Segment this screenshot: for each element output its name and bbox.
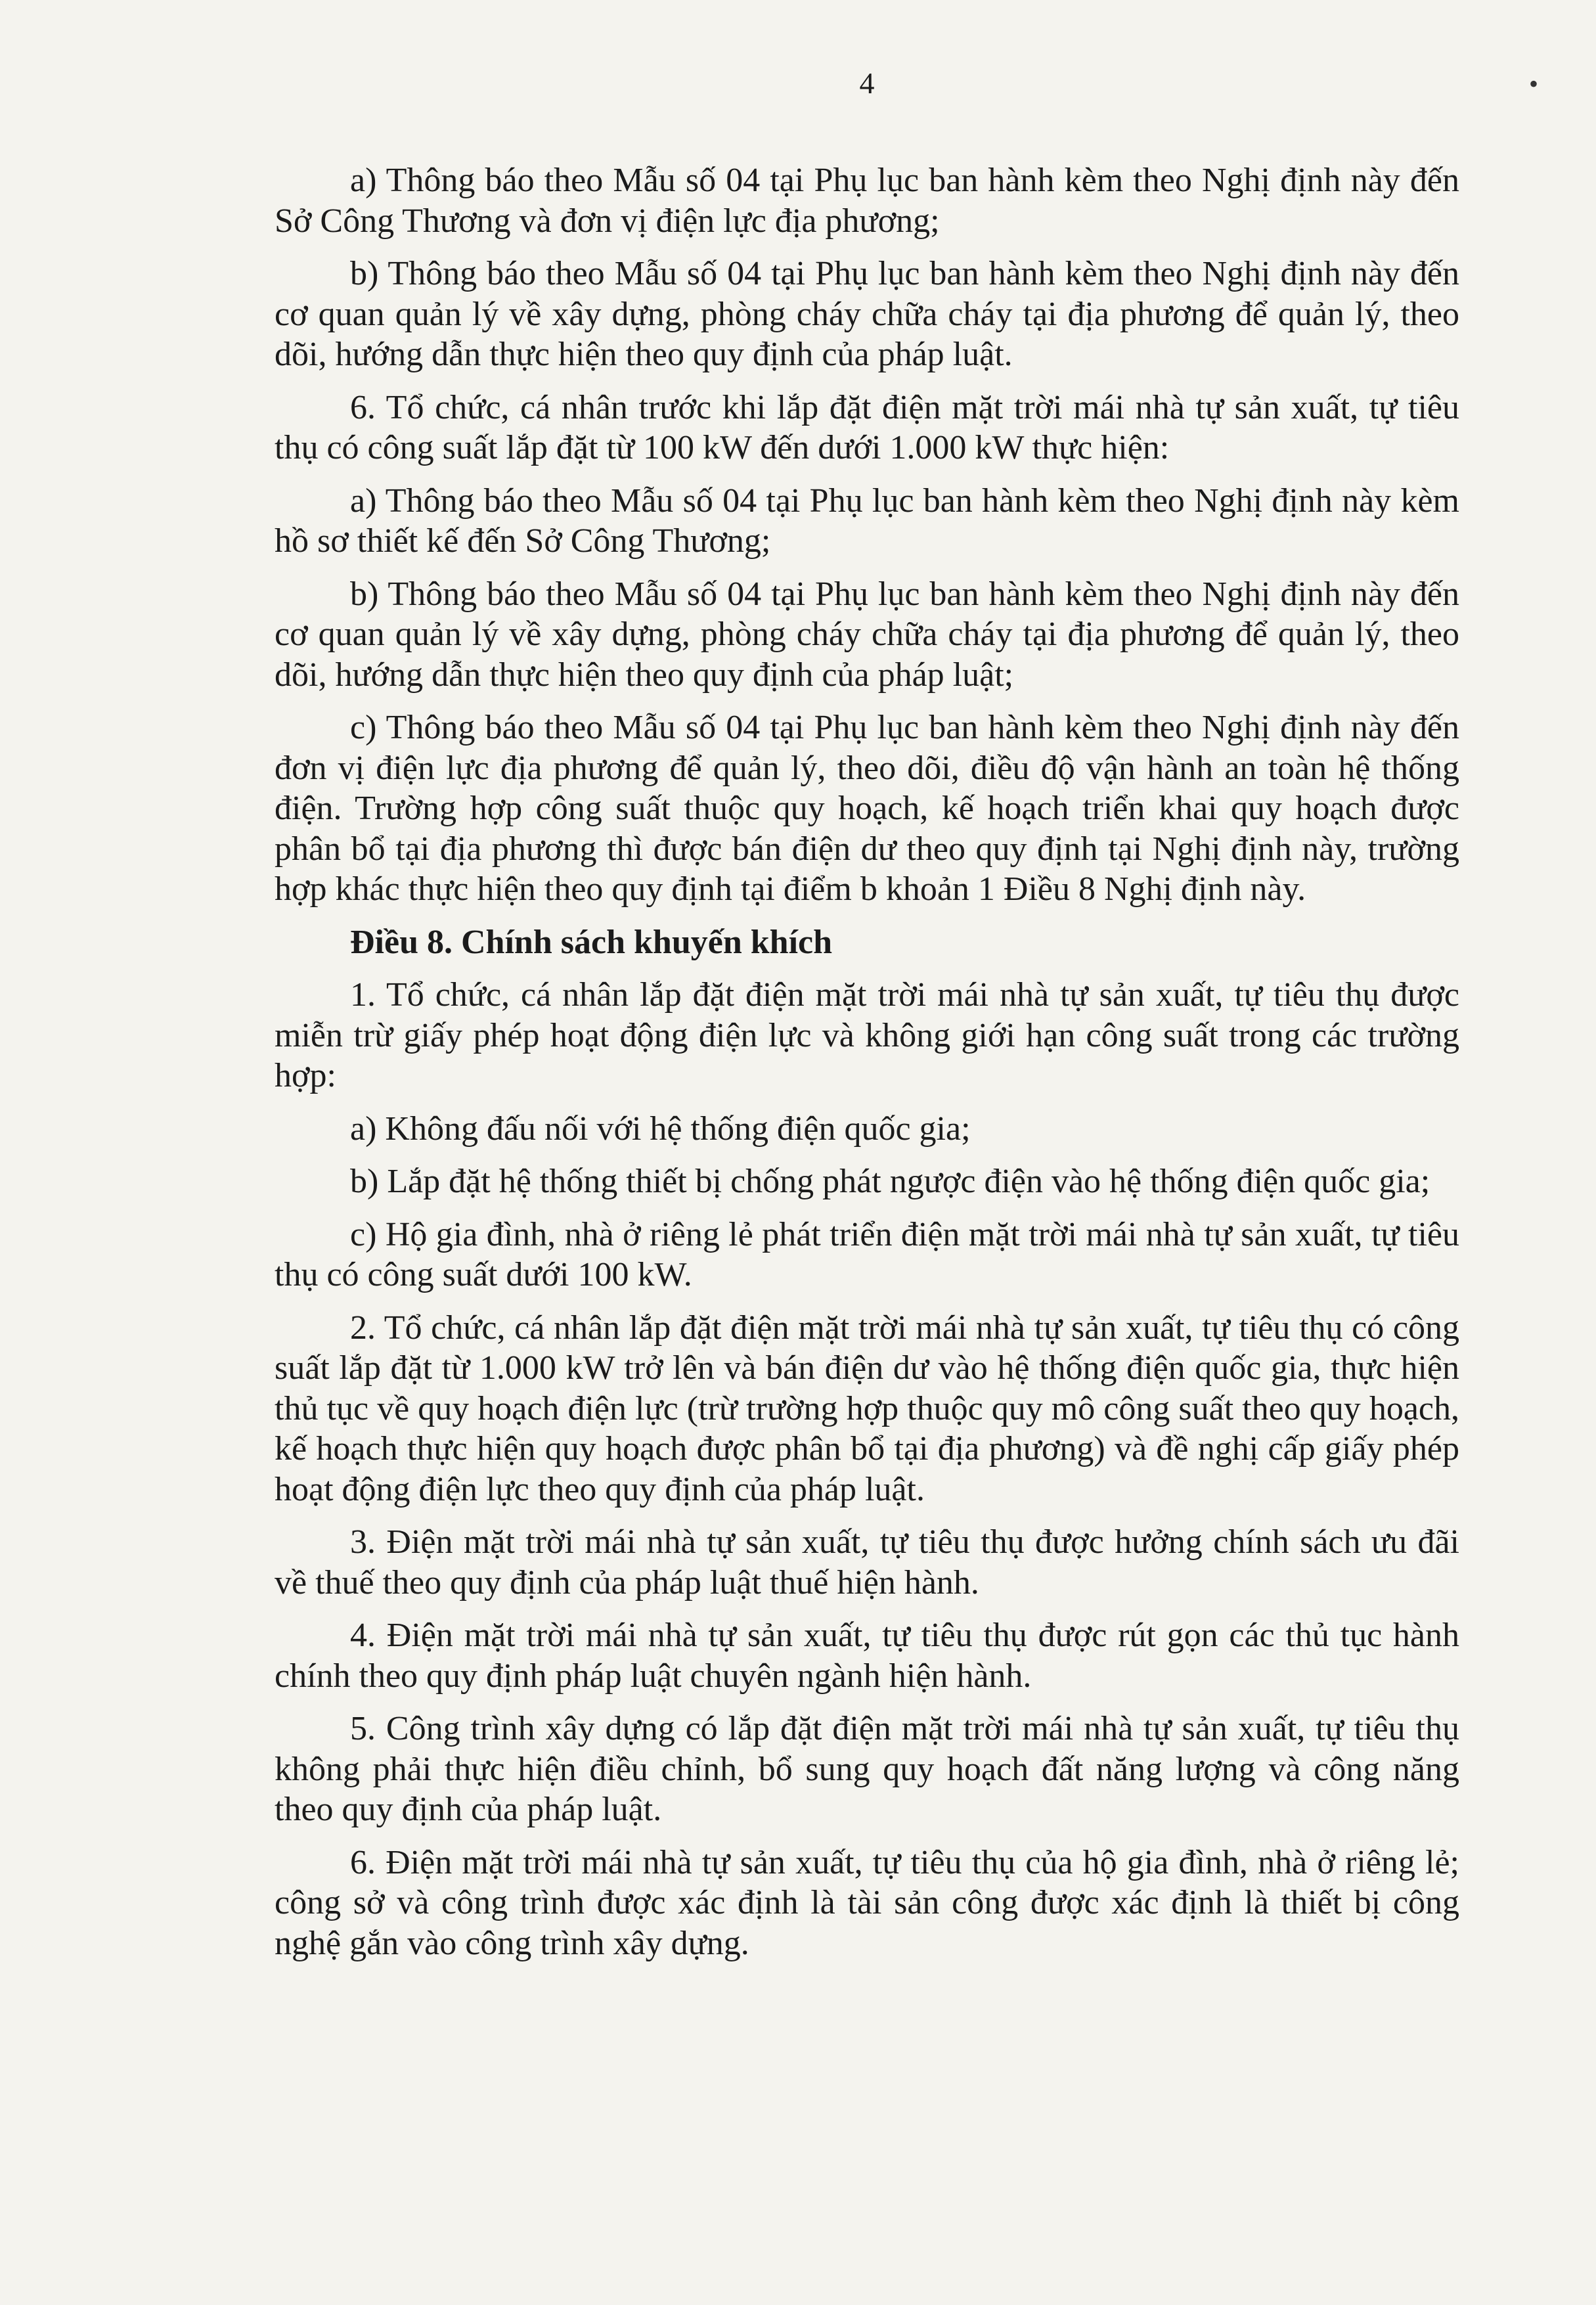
body-paragraph: a) Không đấu nối với hệ thống điện quốc gia; bbox=[350, 1109, 971, 1148]
scan-dot-mark: • bbox=[1529, 69, 1539, 99]
body-paragraph: b) Thông báo theo Mẫu số 04 tại Phụ lục ban hành kèm theo Nghị định này đến cơ quan quản lý về xây dựng, phòng cháy chữa cháy tại địa phương để quản lý, theo dõi, hướng dẫn thực hiện theo quy định của pháp luật; bbox=[275, 575, 1459, 694]
body-paragraph: 2. Tổ chức, cá nhân lắp đặt điện mặt trời mái nhà tự sản xuất, tự tiêu thụ có công suất lắp đặt từ 1.000 kW trở lên và bán điện dư vào hệ thống điện quốc gia, thực hiện thủ tục về quy hoạch điện lực (trừ trường hợp thuộc quy mô công suất theo quy hoạch, kế hoạch thực hiện quy hoạch được phân bổ tại địa phương) và đề nghị cấp giấy phép hoạt động điện lực theo quy định của pháp luật. bbox=[275, 1309, 1459, 1508]
body-paragraph: 4. Điện mặt trời mái nhà tự sản xuất, tự tiêu thụ được rút gọn các thủ tục hành chính theo quy định pháp luật chuyên ngành hiện hành. bbox=[275, 1617, 1459, 1695]
body-paragraph: 6. Tổ chức, cá nhân trước khi lắp đặt điện mặt trời mái nhà tự sản xuất, tự tiêu thụ có công suất lắp đặt từ 100 kW đến dưới 1.000 kW thực hiện: bbox=[275, 388, 1459, 466]
body-paragraph: c) Hộ gia đình, nhà ở riêng lẻ phát triển điện mặt trời mái nhà tự sản xuất, tự tiêu thụ có công suất dưới 100 kW. bbox=[275, 1215, 1459, 1293]
body-paragraph: b) Lắp đặt hệ thống thiết bị chống phát ngược điện vào hệ thống điện quốc gia; bbox=[350, 1163, 1430, 1200]
body-paragraph: 5. Công trình xây dựng có lắp đặt điện mặt trời mái nhà tự sản xuất, tự tiêu thụ không phải thực hiện điều chỉnh, bổ sung quy hoạch đất năng lượng và công năng theo quy định của pháp luật. bbox=[275, 1710, 1459, 1828]
body-paragraph: b) Thông báo theo Mẫu số 04 tại Phụ lục ban hành kèm theo Nghị định này đến cơ quan quản lý về xây dựng, phòng cháy chữa cháy tại địa phương để quản lý, theo dõi, hướng dẫn thực hiện theo quy định của pháp luật. bbox=[275, 255, 1459, 373]
body-paragraph: 6. Điện mặt trời mái nhà tự sản xuất, tự tiêu thụ của hộ gia đình, nhà ở riêng lẻ; công sở và công trình được xác định là tài sản công được xác định là thiết bị công nghệ gắn vào công trình xây dựng. bbox=[275, 1843, 1459, 1962]
page-number: 4 bbox=[859, 66, 875, 100]
article-heading: Điều 8. Chính sách khuyến khích bbox=[350, 923, 833, 961]
body-paragraph: a) Thông báo theo Mẫu số 04 tại Phụ lục ban hành kèm theo Nghị định này đến Sở Công Thương và đơn vị điện lực địa phương; bbox=[275, 162, 1459, 240]
body-paragraph: 3. Điện mặt trời mái nhà tự sản xuất, tự tiêu thụ được hưởng chính sách ưu đãi về thuế theo quy định của pháp luật thuế hiện hành. bbox=[275, 1523, 1459, 1601]
body-paragraph: c) Thông báo theo Mẫu số 04 tại Phụ lục ban hành kèm theo Nghị định này đến đơn vị điện lực địa phương để quản lý, theo dõi, điều độ vận hành an toàn hệ thống điện. Trường hợp công suất thuộc quy hoạch, kế hoạch triển khai quy hoạch được phân bổ tại địa phương thì được bán điện dư theo quy định tại Nghị định này, trường hợp khác thực hiện theo quy định tại điểm b khoản 1 Điều 8 Nghị định này. bbox=[275, 709, 1459, 908]
document-body bbox=[275, 160, 1459, 1976]
body-paragraph: 1. Tổ chức, cá nhân lắp đặt điện mặt trời mái nhà tự sản xuất, tự tiêu thụ được miễn trừ giấy phép hoạt động điện lực và không giới hạn công suất trong các trường hợp: bbox=[275, 976, 1459, 1094]
body-paragraph: a) Thông báo theo Mẫu số 04 tại Phụ lục ban hành kèm theo Nghị định này kèm hồ sơ thiết kế đến Sở Công Thương; bbox=[275, 481, 1459, 560]
